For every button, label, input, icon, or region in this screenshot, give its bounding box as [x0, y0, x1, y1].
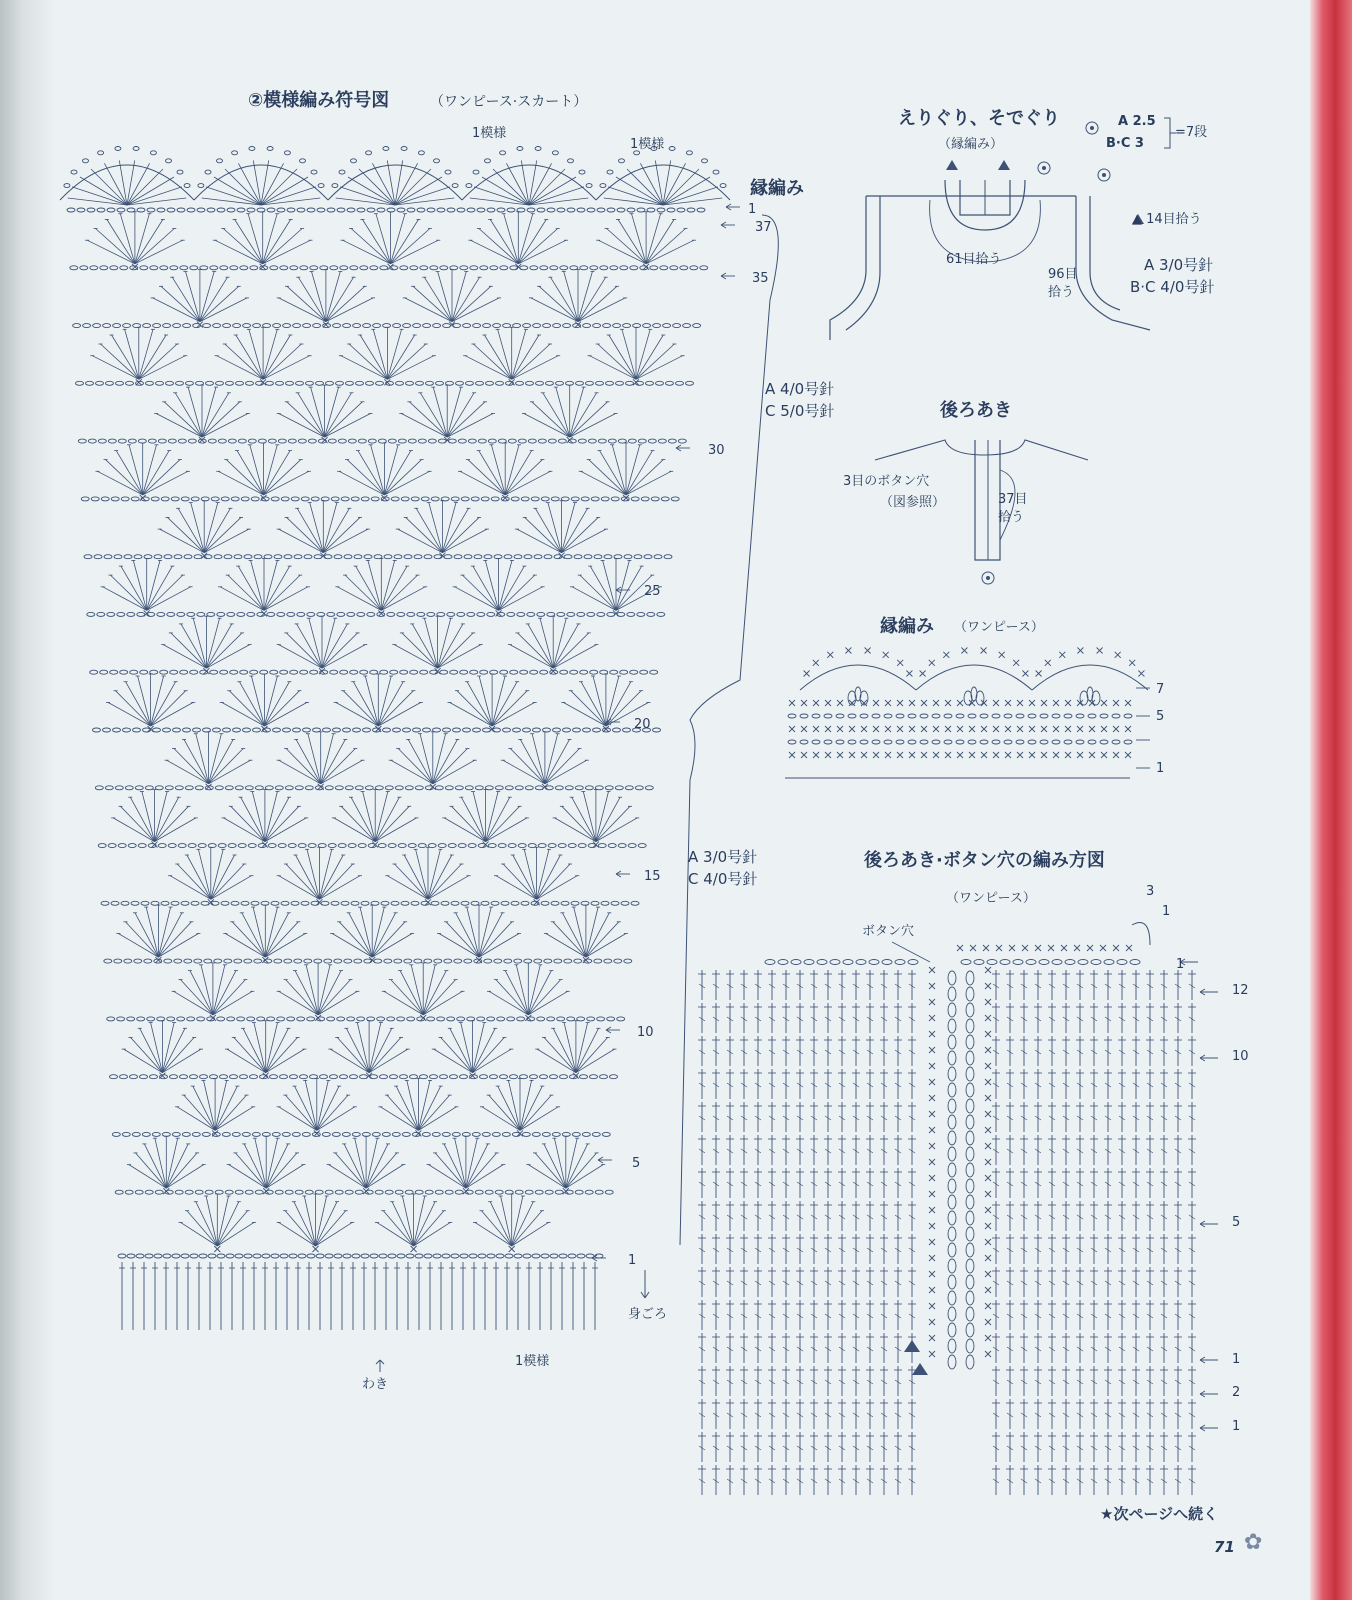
repeat-label-2: 1模様: [630, 137, 665, 152]
needle-lower-a: A 3/0号針: [688, 848, 758, 866]
button-row-10: 10: [1232, 1049, 1249, 1064]
row-label-10: 10: [637, 1025, 654, 1040]
neck-rows-a: A 2.5: [1118, 114, 1156, 129]
needle-upper-c: C 5/0号針: [765, 402, 835, 420]
button-hole-label: ボタン穴: [862, 924, 915, 939]
row-label-25: 25: [644, 584, 661, 599]
button-title: 後ろあき·ボタン穴の編み方図: [864, 850, 1105, 871]
back-hole-1: 3目のボタン穴: [843, 474, 930, 489]
repeat-label-1: 1模様: [472, 126, 507, 141]
row-label-37: 37: [755, 220, 772, 235]
neck-needle-a: A 3/0号針: [1144, 256, 1214, 274]
needle-lower-c: C 4/0号針: [688, 870, 758, 888]
neck-rows-bc: B·C 3: [1106, 136, 1144, 151]
back-hole-2: （図参照）: [880, 495, 946, 510]
flower-icon: ✿: [1244, 1530, 1263, 1555]
button-row-3: 3: [1146, 884, 1155, 899]
button-row-1a: 1: [1176, 957, 1185, 972]
edge-sub: （ワンピース）: [954, 620, 1044, 635]
edge-row-5: 5: [1156, 709, 1165, 724]
page-number: 71: [1214, 1538, 1235, 1556]
side-label: わき: [362, 1377, 389, 1392]
edge-title: 縁編み: [880, 616, 934, 637]
button-row-5: 5: [1232, 1215, 1241, 1230]
edge-row-1: 1: [1156, 761, 1165, 776]
neck-needle-bc: B·C 4/0号針: [1130, 278, 1215, 296]
back-title: 後ろあき: [940, 400, 1012, 421]
back-pick-1: 37目: [998, 492, 1028, 507]
row-label-35: 35: [752, 271, 769, 286]
continued-note: ★次ページへ続く: [1100, 1505, 1219, 1523]
button-sub: （ワンピース）: [946, 891, 1036, 906]
back-pick-2: 拾う: [998, 510, 1025, 525]
neck-sub: （縁編み）: [938, 137, 1004, 152]
button-row-2: 2: [1232, 1385, 1241, 1400]
neck-pick-61: 61目拾う: [946, 252, 1002, 267]
neck-title: えりぐり、そでぐり: [898, 108, 1060, 129]
edge-row-7: 7: [1156, 682, 1165, 697]
button-row-1-top: 1: [1162, 904, 1171, 919]
button-row-1b: 1: [1232, 1352, 1241, 1367]
repeat-label-bottom: 1模様: [515, 1354, 550, 1369]
row-label-15: 15: [644, 869, 661, 884]
button-row-1c: 1: [1232, 1419, 1241, 1434]
neck-pick-96a: 96目: [1048, 267, 1078, 282]
border-label: 縁編み: [750, 178, 804, 199]
chart-subtitle: （ワンピース·スカート）: [430, 94, 588, 110]
row-label-1-top: 1: [748, 202, 757, 217]
row-label-30: 30: [708, 443, 725, 458]
needle-upper-a: A 4/0号針: [765, 380, 835, 398]
neck-pick-96b: 拾う: [1048, 285, 1075, 300]
row-label-5: 5: [632, 1156, 641, 1171]
row-label-1: 1: [628, 1253, 637, 1268]
row-label-20: 20: [634, 717, 651, 732]
button-row-12: 12: [1232, 983, 1249, 998]
body-label: 身ごろ: [628, 1307, 668, 1322]
chart-title: ②模様編み符号図: [248, 90, 390, 111]
neck-rows-eq: =7段: [1175, 125, 1208, 140]
neck-pick-14: ▲ 14目拾う: [1132, 212, 1202, 227]
